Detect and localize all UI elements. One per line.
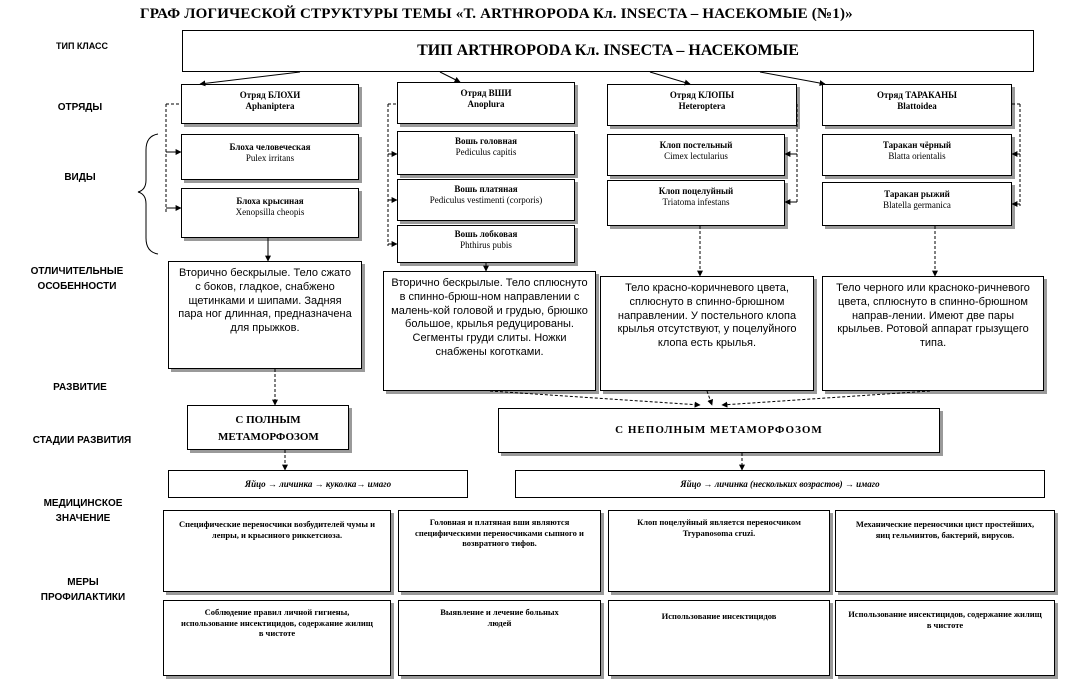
prevention-box-lice: Выявление и лечение больных людей — [398, 600, 601, 676]
arrow-cockroaches-to-incomplete — [722, 391, 930, 405]
order-box-cockroaches — [822, 84, 1012, 126]
species-latin: Phthirus pubis — [460, 240, 512, 251]
stages-incomplete-box: Яйцо → личинка (нескольких возрастов) → имаго — [515, 470, 1045, 498]
species-name: Вошь платяная — [454, 184, 518, 194]
order-name: Отряд ТАРАКАНЫ — [877, 90, 957, 100]
species-box-pediculus-vestimenti — [397, 179, 575, 221]
order-box-fleas — [181, 84, 359, 124]
species-latin: Pediculus vestimenti (corporis) — [429, 195, 543, 206]
species-box-xenopsilla — [181, 188, 359, 238]
features-box-bugs: Тело красно-коричневого цвета, сплюснуто в спинно-брюшном направлении. У постельного клопа крылья отсутствуют, у поцелуйного клопа есть крылья. — [600, 276, 814, 391]
type-class-box: ТИП ARTHROPODA Кл. INSECTA – НАСЕКОМЫЕ — [182, 30, 1034, 72]
order-box-lice — [397, 82, 575, 124]
order-latin: Heteroptera — [678, 101, 726, 112]
species-box-phthirus — [397, 225, 575, 263]
order-latin: Aphaniptera — [245, 101, 295, 112]
species-box-blatella — [822, 182, 1012, 226]
row-label-stages: СТАДИИ РАЗВИТИЯ — [32, 435, 132, 446]
species-box-blatta — [822, 134, 1012, 176]
order-box-bugs — [607, 84, 797, 126]
order-name: Отряд КЛОПЫ — [669, 90, 735, 100]
arrow-type-to-bugs — [650, 72, 690, 84]
species-latin: Pediculus capitis — [455, 147, 517, 158]
arrow-type-to-cockroaches — [760, 72, 825, 84]
species-latin: Blatta orientalis — [888, 151, 946, 162]
species-name: Таракан рыжий — [884, 189, 950, 199]
arrow-type-to-lice — [440, 72, 460, 82]
species-name: Клоп постельный — [659, 140, 733, 150]
order-latin: Blattoidea — [897, 101, 937, 112]
species-brace — [138, 134, 158, 254]
row-label-development: РАЗВИТИЕ — [53, 382, 107, 393]
row-label-species: ВИДЫ — [64, 172, 96, 183]
species-latin: Xenopsilla cheopis — [235, 207, 305, 218]
species-name: Блоха крысиная — [236, 196, 304, 206]
stages-complete-box: Яйцо → личинка → куколка→ имаго — [168, 470, 468, 498]
species-name: Таракан чёрный — [882, 140, 952, 150]
row-label-features: ОТЛИЧИТЕЛЬНЫЕ ОСОБЕННОСТИ — [30, 266, 124, 292]
species-box-pulex — [181, 134, 359, 180]
development-complete-box: С ПОЛНЫМ МЕТАМОРФОЗОМ — [187, 405, 349, 450]
species-name: Вошь лобковая — [454, 229, 518, 239]
features-box-fleas: Вторично бескрылые. Тело сжато с боков, гладкое, снабжено щетинками и шипами. Задняя пара ног длинная, предназначена для прыжков. — [168, 261, 362, 369]
species-latin: Pulex irritans — [245, 153, 295, 164]
species-box-cimex — [607, 134, 785, 176]
row-label-medical: МЕДИЦИНСКОЕ ЗНАЧЕНИЕ — [43, 498, 123, 524]
species-name: Вошь головная — [454, 136, 518, 146]
species-name: Блоха человеческая — [229, 142, 311, 152]
row-label-orders: ОТРЯДЫ — [57, 102, 103, 113]
arrow-type-to-fleas — [200, 72, 300, 84]
prevention-box-bugs: Использование инсектицидов — [608, 600, 830, 676]
species-box-triatoma — [607, 180, 785, 226]
medical-box-cockroaches: Механические переносчики цист простейших, яиц гельминтов, бактерий, вирусов. — [835, 510, 1055, 592]
row-label-prevention: МЕРЫ ПРОФИЛАКТИКИ — [40, 577, 126, 603]
arrow-bugs-to-incomplete — [707, 391, 712, 405]
prevention-box-cockroaches: Использование инсектицидов, содержание жилищ в чистоте — [835, 600, 1055, 676]
species-name: Клоп поцелуйный — [658, 186, 734, 196]
order-name: Отряд БЛОХИ — [239, 90, 301, 100]
diagram-title: ГРАФ ЛОГИЧЕСКОЙ СТРУКТУРЫ ТЕМЫ «Т. ARTHROPODA Кл. INSECTA – НАСЕКОМЫЕ (№1)» — [140, 6, 853, 22]
species-box-pediculus-capitis — [397, 131, 575, 175]
arrow-lice-to-incomplete — [490, 391, 700, 405]
species-latin: Cimex lectularius — [664, 151, 728, 162]
species-latin: Blatella germanica — [883, 200, 951, 211]
development-incomplete-box: С НЕПОЛНЫМ МЕТАМОРФОЗОМ — [498, 408, 940, 453]
medical-box-fleas: Специфические переносчики возбудителей чумы и лепры, и крысиного риккетсиоза. — [163, 510, 391, 592]
species-latin: Triatoma infestans — [662, 197, 730, 208]
features-box-lice: Вторично бескрылые. Тело сплюснуто в спинно-брюш-ном направлении с малень-кой головой и грудью, брюшко большое, крылья редуцированы. Сегменты груди слиты. Ножки снабжены коготками. — [383, 271, 596, 391]
medical-box-lice: Головная и платяная вши являются специфическими переносчиками сыпного и возвратного тифов. — [398, 510, 601, 592]
row-label-type-class: ТИП КЛАСС — [55, 41, 109, 51]
order-latin: Anoplura — [467, 99, 505, 110]
prevention-box-fleas: Соблюдение правил личной гигиены, использование инсектицидов, содержание жилищ в чистоте — [163, 600, 391, 676]
medical-box-bugs: Клоп поцелуйный является переносчиком Trypanosoma cruzi. — [608, 510, 830, 592]
features-box-cockroaches: Тело черного или красноко-ричневого цвета, сплюснуто в спинно-брюшном направ-лении. Имеют две пары крыльев. Ротовой аппарат грызущего типа. — [822, 276, 1044, 391]
order-name: Отряд ВШИ — [460, 88, 512, 98]
